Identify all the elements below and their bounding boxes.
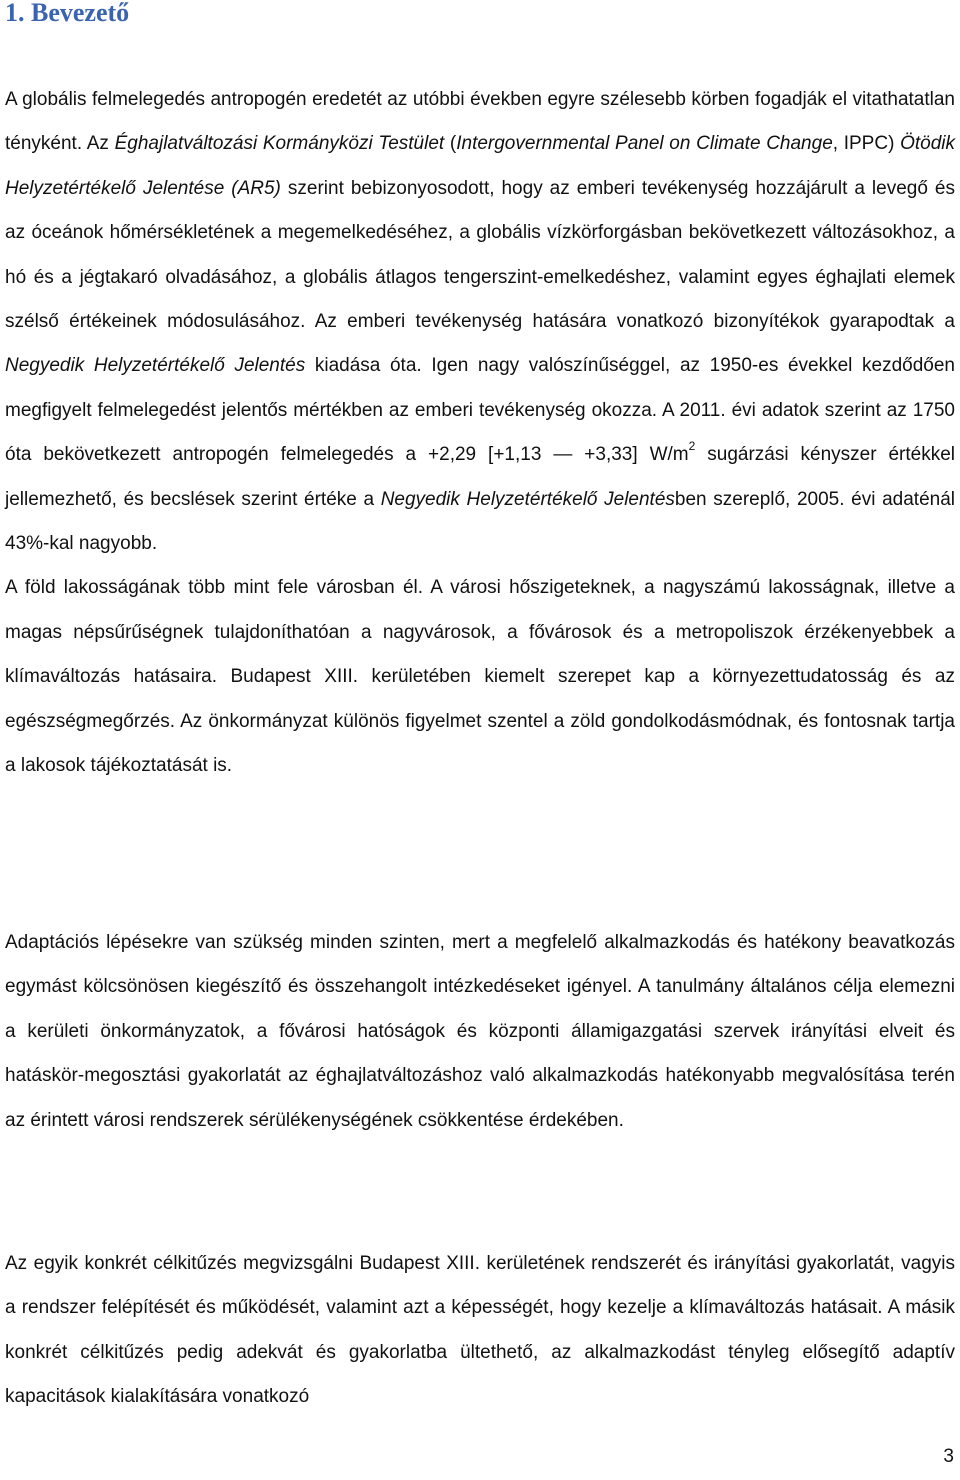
section-heading: 1. Bevezető — [5, 0, 130, 27]
ipcc-name-hungarian: Éghajlatváltozási Kormányközi Testület — [114, 133, 445, 155]
text-run: szerint bebizonyosodott, hogy az emberi tevékenység hozzájárult a levegő és az óceánok hőmérsékletének a megemelkedéséhez, a globális vízkörforgásban bekövetkezett változásokhoz, a hó és a jégtakaró olvadásához, a globális átlagos tengerszint-emelkedéshez, valamint egyes éghajlati elemek szélső értékeinek módosulásához. Az emberi tevékenység hatására vonatkozó bizonyítékok gyarapodtak a — [5, 177, 955, 333]
ar5-report-name: Ötödik Helyzetértékelő Jelentése (AR5) — [5, 133, 955, 199]
superscript: 2 — [688, 439, 696, 454]
ar4-report-name: Negyedik Helyzetértékelő Jelentés — [5, 355, 306, 377]
text-run: A globális felmelegedés antropogén eredetét az utóbbi években egyre szélesebb körben fogadják el vitathatatlan tényként. Az — [5, 89, 955, 155]
text-run: ( — [444, 133, 457, 155]
ipcc-name-english: Intergovernmental Panel on Climate Change — [456, 133, 833, 155]
ar4-report-name: Negyedik Helyzetértékelő Jelentés — [380, 488, 675, 510]
paragraph-adaptation: Adaptációs lépésekre van szükség minden szinten, mert a megfelelő alkalmazkodás és hatékony beavatkozás egymást kölcsönösen kiegészítő és összehangolt intézkedéseket igényel. A tanulmány általános célja elemezni a kerületi önkormányzatok, a fővárosi hatóságok és központi államigazgatási szervek irányítási elveit és hatáskör-megosztási gyakorlatát az éghajlatváltozáshoz való alkalmazkodás hatékonyabb megvalósítása terén az érintett városi rendszerek sérülékenységének csökkentése érdekében. — [5, 932, 955, 1131]
text-run-city-population: A föld lakosságának több mint fele városban él. A városi hőszigeteknek, a nagyszámú lakosságnak, illetve a magas népsűrűségnek tulajdoníthatóan a nagyvárosok, a fővárosok és a metropoliszok érzékenyebbek a klímaváltozás hatásaira. Budapest XIII. kerületében kiemelt szerepet kap a környezettudatosság és az egészségmegőrzés. Az önkormányzat különös figyelmet szentel a zöld gondolkodásmódnak, és fontosnak tartja a lakosok tájékoztatását is. — [5, 577, 955, 777]
paragraph-ipcc — [5, 78, 955, 789]
text-run: ben szereplő, 2005. évi adaténál 43%-kal nagyobb. — [5, 488, 955, 555]
paragraph-objectives: Az egyik konkrét célkitűzés megvizsgálni Budapest XIII. kerületének rendszerét és irányítási gyakorlatát, vagyis a rendszer felépítését és működését, valamint azt a képességét, hogy kezelje a klímaváltozás hatásait. A másik konkrét célkitűzés pedig adekvát és gyakorlatba ültethető, az alkalmazkodást tényleg elősegítő adaptív kapacitások kialakítására vonatkozó — [5, 1253, 955, 1408]
text-run: kiadása óta. Igen nagy valószínűséggel, az 1950-es évekkel kezdődően megfigyelt felmelegedést jelentős mértékben az emberi tevékenység okozza. A 2011. évi adatok szerint az 1750 óta bekövetkezett antropogén felmelegedés a +2,29 [+1,13 — +3,33] W/m — [5, 355, 955, 466]
page-number: 3 — [943, 1446, 954, 1467]
text-run: , IPPC) — [832, 133, 901, 155]
text-run: sugárzási kényszer értékkel jellemezhető, és becslések szerint értéke a — [5, 444, 955, 510]
